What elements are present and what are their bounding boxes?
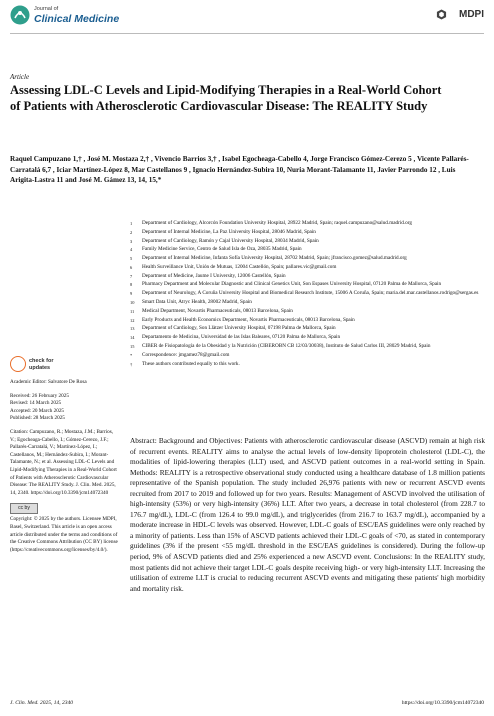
affiliation-item <box>130 273 485 281</box>
affiliation-item <box>130 281 485 289</box>
affiliation-text: Department of Cardiology, Alcorcón Foundation University Hospital, 28922 Madrid, Spain; raquel.campuzano@salud.madrid.org <box>142 220 413 226</box>
affiliation-item <box>130 334 485 342</box>
affiliation-number: 7 <box>130 273 133 279</box>
affiliation-item <box>130 343 485 351</box>
affiliation-number: 3 <box>130 238 133 244</box>
mdpi-hexagon-icon <box>436 9 447 20</box>
affiliation-item <box>130 317 485 325</box>
affiliation-text: These authors contributed equally to this work. <box>142 360 240 367</box>
affiliation-item <box>130 308 485 316</box>
affiliation-text: Correspondence: jmgamez78@gmail.com <box>142 351 230 358</box>
footer-citation: J. Clin. Med. 2025, 14, 2340 <box>10 700 73 706</box>
affiliation-item <box>130 299 485 307</box>
publisher-logo <box>436 8 484 22</box>
affiliation-item <box>130 352 485 360</box>
journal-name: Clinical Medicine <box>34 13 120 25</box>
publisher-name: MDPI <box>459 9 484 20</box>
article-type: Article <box>10 73 30 81</box>
affiliations <box>130 220 485 369</box>
affiliation-number: 15 <box>130 343 135 349</box>
journal-emblem-icon <box>10 5 30 25</box>
affiliation-number: 2 <box>130 229 133 235</box>
affiliation-text: Department of Medicine, Jaume I University, 12006 Castellón, Spain <box>142 272 286 279</box>
affiliation-number: † <box>130 361 133 367</box>
check-updates-line1: check for <box>29 358 54 364</box>
affiliation-text: Family Medicine Service, Centro de Salud Isla de Oza, 28035 Madrid, Spain <box>142 246 302 253</box>
affiliation-text: Smart Data Unit, Atryc Health, 28002 Madrid, Spain <box>142 299 252 306</box>
copyright-notice: Copyright: © 2025 by the authors. Licensee MDPI, Basel, Switzerland. This article is an open access article distributed under the terms and conditions of the Creative Commons Attribution (CC BY) license (https://creativecommons.org/licenses/by/4.0/). <box>10 516 118 553</box>
affiliation-number: * <box>130 352 133 358</box>
article-title: Assessing LDL-C Levels and Lipid-Modifying Therapies in a Real-World Cohort of Patients with Atherosclerotic Cardiovascular Disease: The REALITY Study <box>10 83 442 113</box>
date-received: Received: 26 February 2025 <box>10 392 69 399</box>
affiliation-number: 10 <box>130 300 135 306</box>
date-accepted: Accepted: 20 March 2025 <box>10 407 65 414</box>
citation: Citation: Campuzano, R.; Mostaza, J.M.; Barrios, V.; Egocheaga-Cabello, I.; Gómez-Cerezo, J.F.; Pallarés-Carratalá, V.; Martínez-López, I.; Castellanos, M.; Hernández-Subira, I.; Morant-Talamante, N.; et al. Assessing LDL-C Levels and Lipid-Modifying Therapies in a Real-World Cohort of Patients with Atherosclerotic Cardiovascular Disease: The REALITY Study. J. Clin. Med. 2025, 14, 2340. https://doi.org/10.3390/jcm14072340 <box>10 428 117 496</box>
article-sidebar <box>10 379 118 554</box>
abstract: Abstract: Background and Objectives: Patients with atherosclerotic cardiovascular disease (ASCVD) remain at high risk of recurrent events. REALITY aims to analyse the actual levels of low-density lipoprotein cholesterol (LDL-C), the modalities of lipid-lowering therapies (LLT) used, and ASCVD patient outcomes in a real-world setting in Spain. Methods: REALITY is a retrospective observational study conducted using a healthcare database of 1.8 million patients representative of the Spanish population. The study included 26,976 patients with new or recurrent ASCVD events recruited from 2017 to 2019 and followed up for two years. Results: Management of ASCVD involved the utilisation of high-intensity (53%) or very high-intensity (36%) LLT. After two years, a decrease in total cholesterol (from 228.7 to 176.7 mg/dL), LDL-C (from 126.4 to 99.0 mg/dL), and triglycerides (from 216.7 to 163.7 mg/dL), accompanied by a moderate increase in HDL-C levels was observed. However, LDL-C goals of ESC/EAS guidelines were only reached by a minority of patients. Less than 15% of ASCVD patients achieved their LDL-C goals of <70, as stated in contemporary guidelines (3% if the present <55 mg/dL threshold in the ESC/EAS guidelines is considered). During the follow-up period, 9% of ASCVD patients died and 25% experienced a new ASCVD event. Conclusions: In the REALITY study, most patients did not achieve their target LDL-C goals despite receiving high- or very high-intensity LLT. Increasing the utilisation of extreme LLT is crucial to reducing recurrent ASCVD events and mitigating these patients' high morbidity and mortality risk. <box>130 436 485 593</box>
date-revised: Revised: 14 March 2025 <box>10 400 62 407</box>
affiliation-number: 9 <box>130 291 133 297</box>
check-updates-line2: updates <box>29 364 51 371</box>
affiliation-text: CIBER de Fisiopatología de la Obesidad y la Nutrición (CIBEROBN CB 12/03/30038), Instituto de Salud Carlos III, 28029 Madrid, Spain <box>142 342 431 349</box>
affiliation-text: Early Products and Health Economics Department, Novartis Pharmaceuticals, 08013 Barcelona, Spain <box>142 316 355 323</box>
check-for-updates-badge[interactable] <box>10 356 80 376</box>
affiliation-number: 12 <box>130 317 135 323</box>
affiliation-number: 6 <box>130 264 133 270</box>
affiliation-text: Department of Neurology, A Coruña University Hospital and Biomedical Research Institute, 15006 A Coruña, Spain; maria.del.mar.castellanos.rodrigo@sergas.es <box>142 290 479 297</box>
header-divider <box>10 33 484 34</box>
affiliation-number: 5 <box>130 256 133 262</box>
author-list: Raquel Campuzano 1,† , José M. Mostaza 2,† , Vivencio Barrios 3,† , Isabel Egocheaga-Cabello 4, Jorge Francisco Gómez-Cerezo 5 , Vicente Pallarés-Carratalá 6,7 , Iciar Martínez-López 8, Mar Castellanos 9 , Ignacio Hernández-Subira 10, Nuria Morant-Talamante 11, Javier Parrondo 12 , Luis Arigita-Lastra 11 and José M. Gámez 13, 14, 15,* <box>10 155 469 185</box>
affiliation-item <box>130 264 485 272</box>
affiliation-item <box>130 246 485 254</box>
affiliation-number: 13 <box>130 326 135 332</box>
affiliation-item <box>130 361 485 369</box>
check-updates-icon <box>10 356 26 372</box>
journal-logo <box>10 5 140 27</box>
affiliation-item <box>130 238 485 246</box>
affiliation-item <box>130 255 485 263</box>
affiliation-text: Department of Internal Medicine, Infanta Sofía University Hospital, 28702 Madrid, Spain; jfrancisco.gomez@salud.madrid.org <box>142 255 407 262</box>
footer-doi-link[interactable]: https://doi.org/10.3390/jcm14072340 <box>401 700 484 706</box>
journal-name-prefix: Journal of <box>34 6 59 12</box>
affiliation-item <box>130 290 485 298</box>
affiliation-text: Medical Department, Novartis Pharmaceuticals, 08013 Barcelona, Spain <box>142 307 293 314</box>
affiliation-text: Pharmacy Department and Molecular Diagnostic and Clinical Genetics Unit, Son Espases University Hospital, 07120 Palma de Mallorca, Spain <box>142 281 442 288</box>
affiliation-text: Departamento de Medicina, Universidad de las Islas Baleares, 07120 Palma de Mallorca, Spain <box>142 334 341 341</box>
affiliation-text: Health Surveillance Unit, Unión de Mutuas, 12004 Castellón, Spain; pallares.vic@gmail.com <box>142 263 337 270</box>
affiliation-item <box>130 229 485 237</box>
affiliation-item <box>130 220 485 228</box>
affiliation-number: 14 <box>130 335 135 341</box>
academic-editor: Academic Editor: Salvatore De Rosa <box>10 379 87 385</box>
affiliation-text: Department of Cardiology, Ramón y Cajal University Hospital, 28034 Madrid, Spain <box>142 237 319 244</box>
affiliation-number: 1 <box>130 221 133 226</box>
cc-license-badge[interactable]: cc by <box>10 503 38 514</box>
affiliation-number: 8 <box>130 282 133 288</box>
affiliation-item <box>130 325 485 333</box>
date-published: Published: 28 March 2025 <box>10 415 65 422</box>
affiliation-number: 4 <box>130 247 133 253</box>
affiliation-text: Department of Cardiology, Son Llàtzer University Hospital, 07198 Palma de Mallorca, Spain <box>142 325 336 332</box>
affiliation-number: 11 <box>130 308 135 314</box>
affiliation-text: Department of Internal Medicine, La Paz University Hospital, 28046 Madrid, Spain <box>142 228 316 235</box>
